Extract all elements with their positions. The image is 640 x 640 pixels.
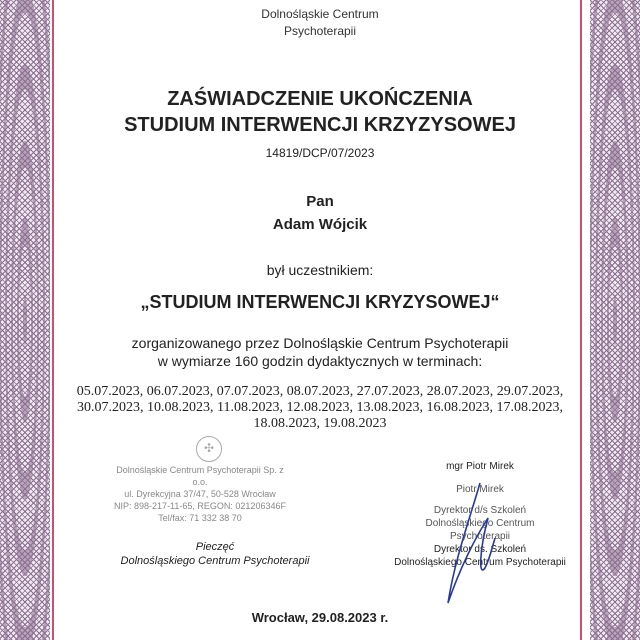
border-line-right xyxy=(580,0,582,640)
dates-line-1: 05.07.2023, 06.07.2023, 07.07.2023, 08.07.2023, 27.07.2023, 28.07.2023, 29.07.2023, xyxy=(76,384,564,399)
org-line-2: Psychoterapii xyxy=(283,24,357,38)
place-and-date: Wrocław, 29.08.2023 r. xyxy=(251,610,389,625)
stamp-line-3: NIP: 898-217-11-65, REGON: 021206346F xyxy=(114,501,286,511)
organization-header xyxy=(60,6,580,40)
seal-caption-line-1: Pieczęć xyxy=(195,541,235,553)
stamp-line-2: ul. Dyrekcyjna 37/47, 50-528 Wrocław xyxy=(124,489,276,499)
stamp-name: Piotr Mirek xyxy=(456,484,504,495)
title-line-1: ZAŚWIADCZENIE UKOŃCZENIA xyxy=(167,88,473,110)
organizer-line-1: zorganizowanego przez Dolnośląskie Centrum Psychoterapii xyxy=(131,335,509,351)
signatory-title-2: Dolnośląskiego Centrum Psychoterapii xyxy=(394,557,566,568)
handwritten-signature xyxy=(440,478,500,608)
decorative-border-right xyxy=(590,0,640,640)
recipient-name: Adam Wójcik xyxy=(272,216,368,233)
stamp-title-1: Dyrektor d/s Szkoleń xyxy=(433,505,527,516)
seal-caption xyxy=(100,540,330,568)
organizer-text xyxy=(60,334,580,370)
stamp-line-1: Dolnośląskie Centrum Psychoterapii Sp. z o.o. xyxy=(116,465,284,487)
signatory-name: mgr Piotr Mirek xyxy=(446,461,514,472)
decorative-border-left xyxy=(0,0,50,640)
company-stamp xyxy=(110,464,290,524)
stamp-line-4: Tel/fax: 71 332 38 70 xyxy=(158,513,242,523)
salutation: Pan xyxy=(306,193,334,210)
stamp-title-3: Psychoterapii xyxy=(449,531,511,542)
signatory-title-1: Dyrektor ds. Szkoleń xyxy=(433,544,527,555)
organizer-line-2: w wymiarze 160 godzin dydaktycznych w terminach: xyxy=(157,353,483,369)
course-name: „STUDIUM INTERWENCJI KRYZYSOWEJ“ xyxy=(140,292,500,312)
border-line-left xyxy=(52,0,54,640)
recipient xyxy=(60,190,580,236)
course-dates xyxy=(60,384,580,432)
org-line-1: Dolnośląskie Centrum xyxy=(261,7,379,21)
dates-line-3: 18.08.2023, 19.08.2023 xyxy=(253,416,387,431)
certificate-number: 14819/DCP/07/2023 xyxy=(265,146,375,160)
title-line-2: STUDIUM INTERWENCJI KRZYZYSOWEJ xyxy=(124,114,516,136)
dates-line-2: 30.07.2023, 10.08.2023, 11.08.2023, 12.08.2023, 13.08.2023, 16.08.2023, 17.08.2023, xyxy=(77,400,563,415)
certificate-title xyxy=(60,86,580,138)
stamp-logo-icon: ✣ xyxy=(196,436,222,462)
stamp-title-2: Dolnośląskiego Centrum xyxy=(425,518,535,529)
participation-text: był uczestnikiem: xyxy=(266,262,374,278)
seal-caption-line-2: Dolnośląskiego Centrum Psychoterapii xyxy=(120,555,310,567)
